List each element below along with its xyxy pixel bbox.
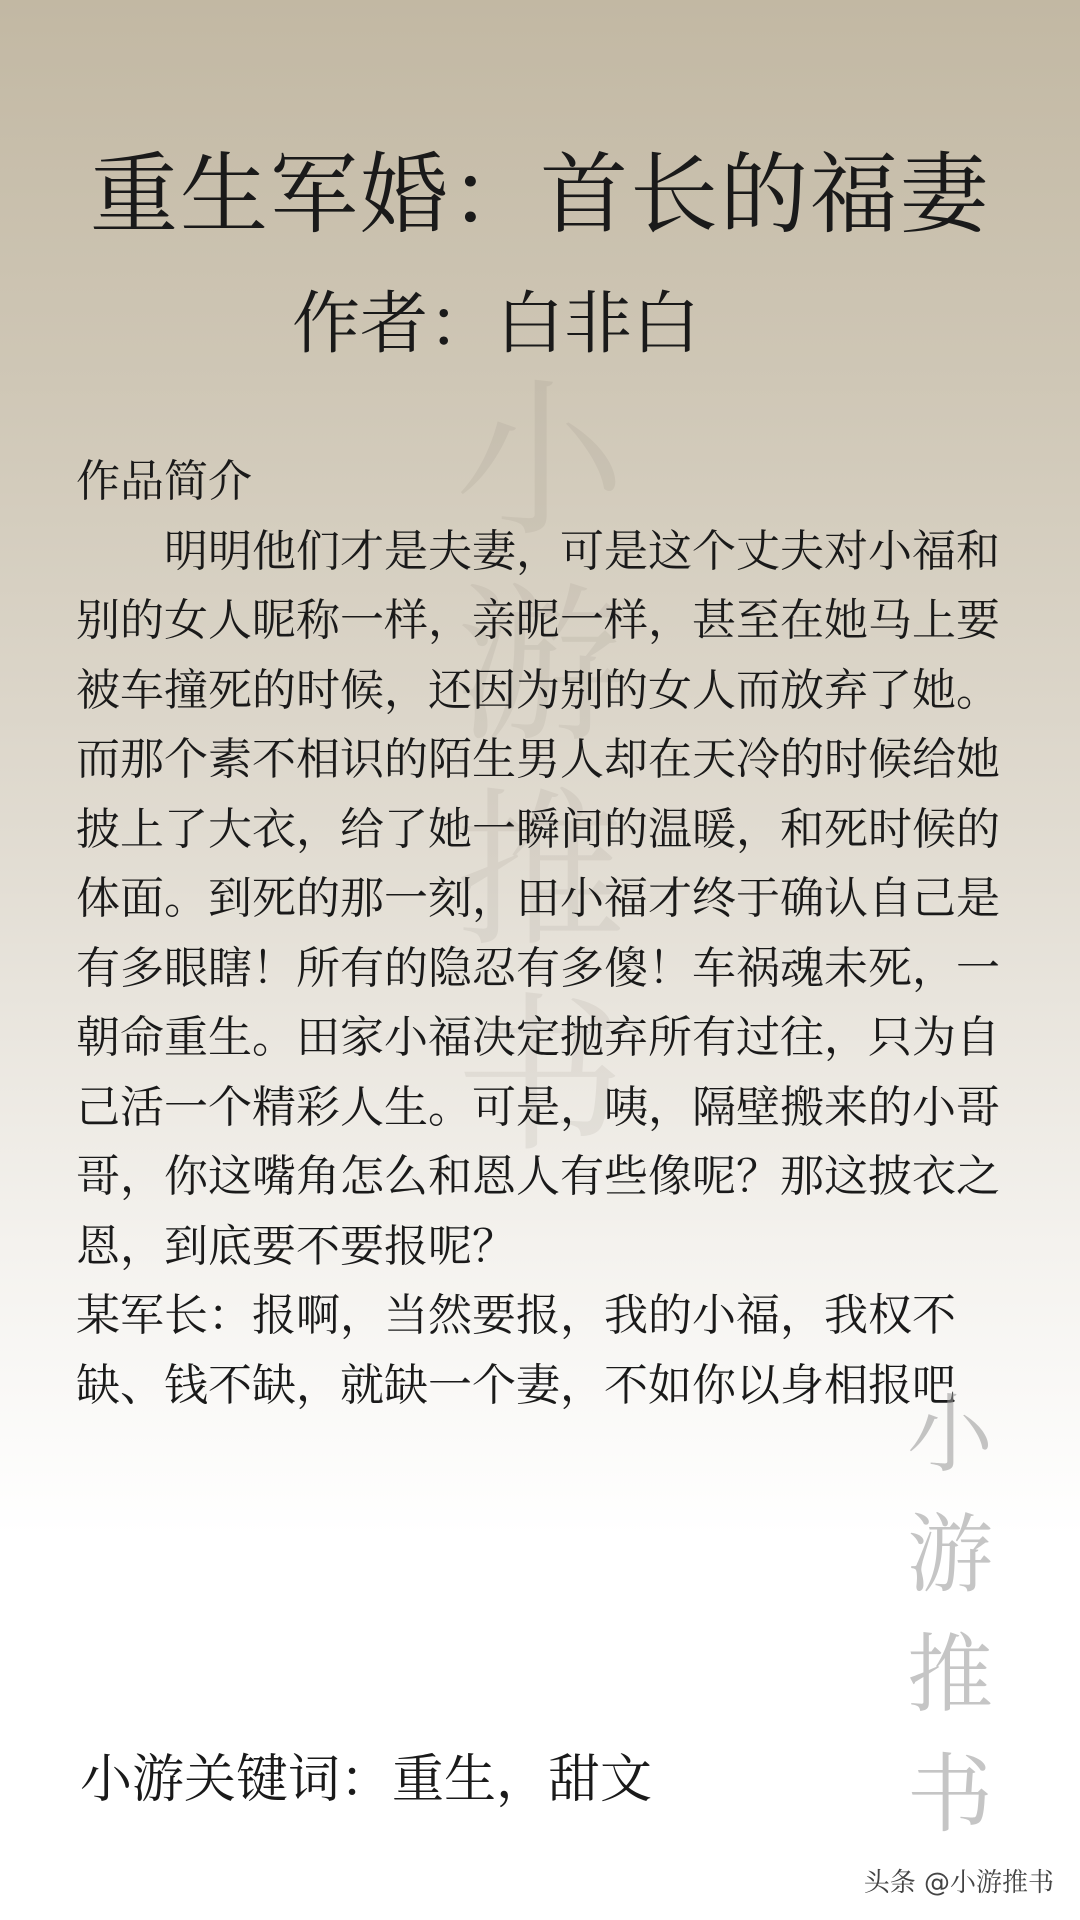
author-line: 作者：白非白 bbox=[292, 285, 701, 364]
synopsis-heading: 作品简介 bbox=[76, 456, 252, 507]
faint-watermark-char: 书 bbox=[454, 978, 625, 1176]
faint-watermark-char: 推 bbox=[454, 773, 625, 971]
synopsis bbox=[76, 447, 1006, 1420]
watermark-char: 推 bbox=[907, 1625, 993, 1725]
watermark-char: 小 bbox=[907, 1385, 993, 1485]
watermark-column bbox=[895, 1375, 1005, 1855]
synopsis-closing: 某军长：报啊，当然要报，我的小福，我权不缺、钱不缺，就缺一个妻，不如你以身相报吧 bbox=[76, 1290, 956, 1411]
footer-credit: 头条 @小游推书 bbox=[863, 1868, 1054, 1898]
keywords-line: 小游关键词：重生，甜文 bbox=[80, 1750, 653, 1810]
book-title: 重生军婚：首长的福妻 bbox=[89, 143, 990, 246]
faint-watermark-char: 游 bbox=[454, 568, 625, 766]
watermark-char: 书 bbox=[907, 1745, 993, 1845]
synopsis-body: 明明他们才是夫妻，可是这个丈夫对小福和别的女人昵称一样，亲昵一样，甚至在她马上要被车撞死的时候，还因为别的女人而放弃了她。而那个素不相识的陌生男人却在天冷的时候给她披上了大衣，给了她一瞬间的温暖，和死时候的体面。到死的那一刻，田小福才终于确认自己是有多眼瞎！所有的隐忍有多傻！车祸魂未死，一朝命重生。田家小福决定抛弃所有过往，只为自己活一个精彩人生。可是，咦，隔壁搬来的小哥哥，你这嘴角怎么和恩人有些像呢？那这披衣之恩，到底要不要报呢？ bbox=[76, 525, 1000, 1272]
watermark-char: 游 bbox=[907, 1505, 993, 1605]
faint-watermark-char: 小 bbox=[454, 363, 625, 561]
